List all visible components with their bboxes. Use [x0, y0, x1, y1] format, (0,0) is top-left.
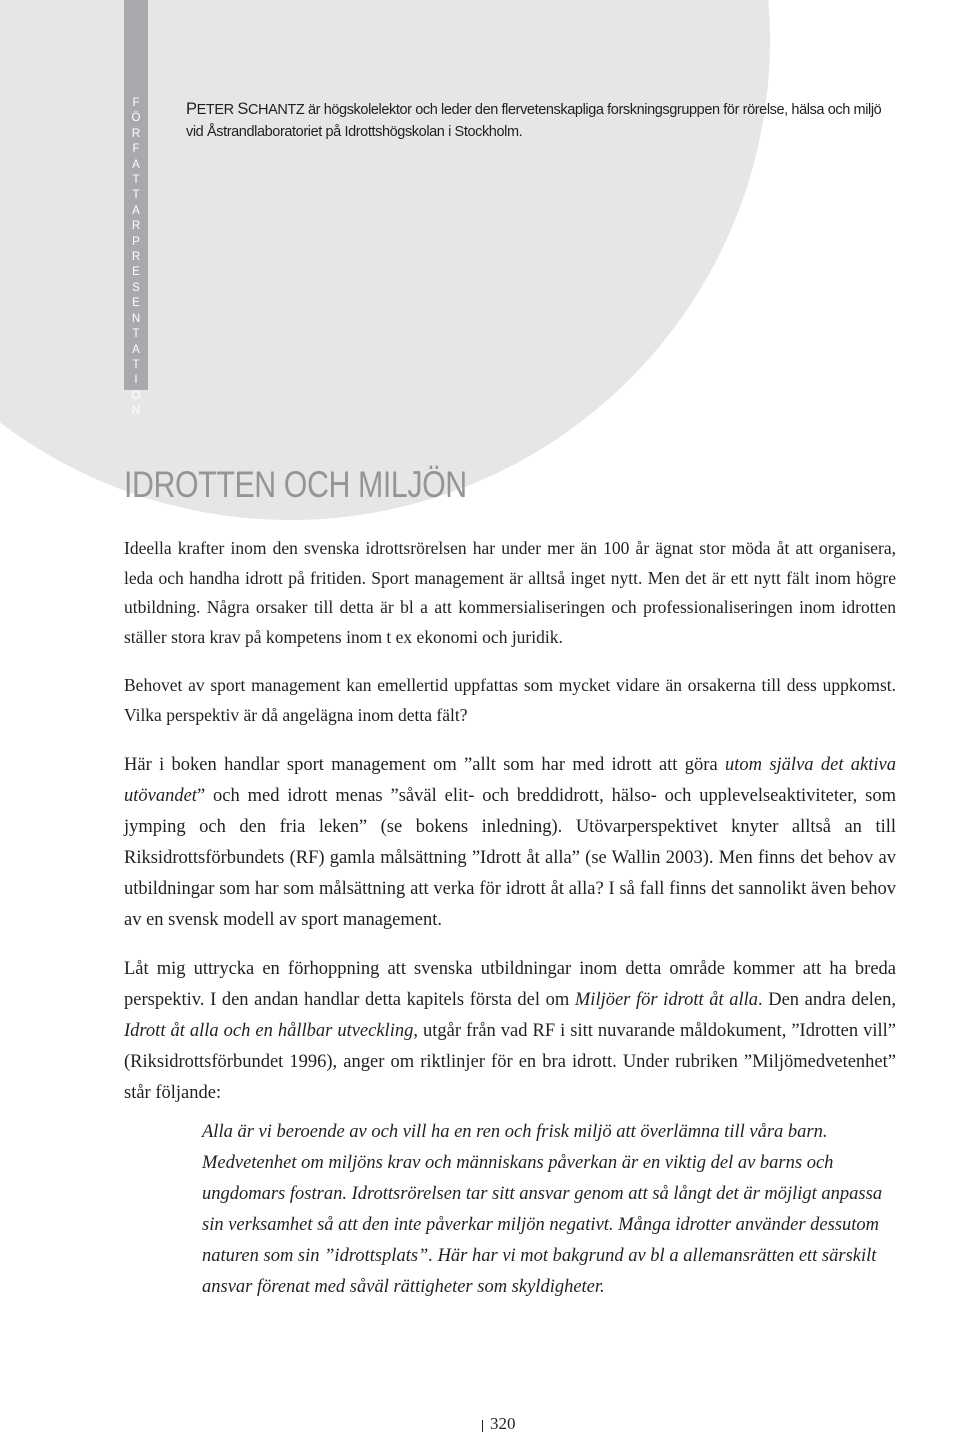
side-tab-letter: N	[131, 312, 141, 325]
side-tab-letter: R	[131, 220, 141, 233]
side-tab-letter: T	[132, 189, 140, 202]
chapter-body	[124, 534, 896, 1303]
side-tab-letter: S	[132, 281, 140, 294]
side-tab-letter: E	[132, 266, 140, 279]
side-tab-letter: F	[132, 143, 140, 156]
side-tab-letter: P	[132, 235, 140, 248]
side-tab-letter: T	[132, 328, 140, 341]
side-tab-letter: R	[131, 251, 141, 264]
author-bio	[186, 98, 886, 143]
side-tab-letter: A	[132, 343, 140, 356]
side-tab-letter: O	[131, 389, 141, 402]
block-quote: Alla är vi beroende av och vill ha en ren och frisk miljö att överlämna till våra barn. Medvetenhet om miljöns krav och människans påverkan är en viktig del av barns och ungdomars fostran. Idrottsrörelsen tar sitt ansvar genom att så långt det är möjligt anpassa sin verksamhet så att den inte påverkar miljön negativt. Många idrotter använder dessutom naturen som sin ”idrottsplats”. Här har vi mot bakgrund av bl a allemansrätten ett särskilt ansvar förenat med såväl rättigheter som skyldigheter.	[202, 1121, 883, 1297]
paragraph-3: Här i boken handlar sport management om ”allt som har med idrott att göra utom själva det aktiva utövandet” och med idrott menas ”såväl elit- och breddidrott, hälso- och upplevelseaktiviteter, som jymping och den fria leken” (se bokens inledning). Utövarperspektivet knyter alltså an till Riksidrottsförbundets (RF) gamla målsättning ”Idrott åt alla” (se Wallin 2003). Men finns det behov av utbildningar som har som målsättning att verka för idrott åt alla? I så fall finns det sannolikt även behov av en svensk modell av sport management.	[124, 754, 896, 930]
side-tab-letter: F	[132, 97, 140, 109]
paragraph-4: Låt mig uttrycka en förhoppning att svenska utbildningar inom detta område kommer att ha breda perspektiv. I den andan handlar detta kapitels första del om Miljöer för idrott åt alla. Den andra delen, Idrott åt alla och en hållbar utveckling, utgår från vad RF i sitt nuvarande måldokument, ”Idrotten vill” (Riksidrottsförbundet 1996), anger om riktlinjer för en bra idrott. Under rubriken ”Miljömedvetenhet” står följande:	[124, 958, 897, 1103]
page-number: 320	[490, 1414, 516, 1433]
chapter-title: IDROTTEN OCH MILJÖN	[124, 464, 467, 505]
paragraph-1: Ideella krafter inom den svenska idrottsrörelsen har under mer än 100 år ägnat stor möda åt att organisera, leda och handha idrott på fritiden. Sport management är alltså inget nytt. Men det är ett nytt fält inom högre utbildning. Några orsaker till detta är bl a att kommersialiseringen och professionaliseringen inom idrotten ställer stora krav på kompetens inom t ex ekonomi och juridik.	[124, 538, 896, 647]
page-number-rule	[482, 1420, 483, 1432]
side-tab-letter: I	[134, 374, 138, 387]
author-name: PETER SCHANTZ	[186, 100, 305, 118]
side-tab-letter: T	[132, 174, 140, 187]
side-tab	[124, 0, 148, 418]
side-tab-letter: Ö	[131, 112, 141, 125]
author-bio-text: är högskolelektor och leder den flervetenskapliga forskningsgruppen för rörelse, hälsa och miljö vid Åstrandlaboratoriet på Idrottshögskolan i Stockholm.	[186, 102, 882, 140]
side-tab-letter: A	[132, 158, 140, 171]
side-tab-letter: A	[132, 204, 140, 217]
decorative-circle	[0, 0, 770, 520]
side-tab-letter: R	[131, 127, 141, 140]
side-tab-letter: N	[131, 405, 141, 418]
side-tab-label	[124, 96, 148, 420]
paragraph-2: Behovet av sport management kan emellertid uppfattas som mycket vidare än orsakerna till dess uppkomst. Vilka perspektiv är då angelägna inom detta fält?	[124, 675, 896, 725]
side-tab-letter: E	[132, 297, 140, 310]
side-tab-letter: T	[132, 358, 140, 371]
